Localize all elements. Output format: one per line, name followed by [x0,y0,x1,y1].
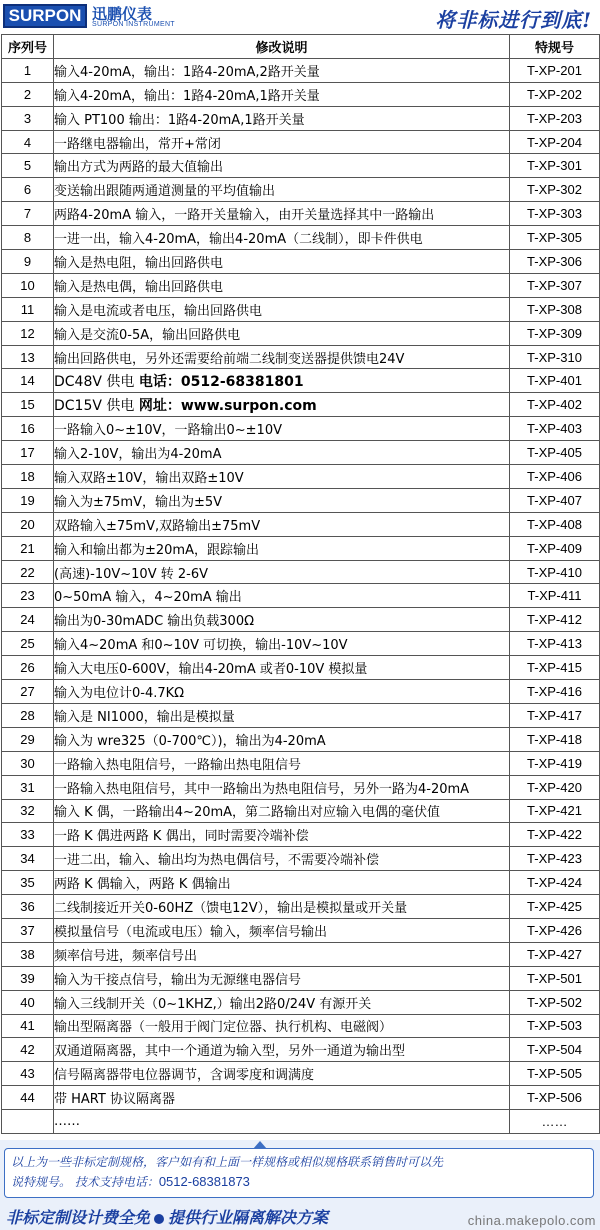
page-header [0,0,600,34]
row-description: 输入为 wre325（0-700℃）)，输出为4-20mA [54,727,510,751]
table-row [2,895,600,919]
row-description: 输出方式为两路的最大值输出 [54,154,510,178]
row-number: 20 [2,512,54,536]
row-description: 一路输入热电阻信号，一路输出热电阻信号 [54,751,510,775]
table-row [2,202,600,226]
row-model-code: T-XP-302 [510,178,600,202]
row-model-code: T-XP-505 [510,1062,600,1086]
support-phone: 0512-68381873 [158,1174,250,1189]
table-row [2,178,600,202]
row-number: 5 [2,154,54,178]
row-number: 38 [2,942,54,966]
row-description [54,369,510,393]
slogan: 将非标进行到底! [435,8,592,32]
row-description: 0~50mA 输入，4~20mA 输出 [54,584,510,608]
row-number: 21 [2,536,54,560]
note-bubble [4,1148,594,1198]
table-row [2,226,600,250]
row-description: 一进一出，输入4-20mA，输出4-20mA（二线制），即卡件供电 [54,226,510,250]
contact-info: 电话：0512-68381801 [138,373,304,390]
row-model-code: T-XP-413 [510,632,600,656]
row-model-code: T-XP-305 [510,226,600,250]
row-model-code: T-XP-422 [510,823,600,847]
table-row [2,250,600,274]
table-row [2,345,600,369]
row-description: 一路 K 偶进两路 K 偶出，同时需要冷端补偿 [54,823,510,847]
table-row [2,1062,600,1086]
note-line-2-text: 说特规号。 技术支持电话： [11,1175,159,1189]
table-row [2,871,600,895]
row-description: 输入是 NI1000，输出是模拟量 [54,703,510,727]
row-model-code: T-XP-425 [510,895,600,919]
footer [0,1140,600,1230]
row-description: 输入4-20mA，输出：1路4-20mA,1路开关量 [54,82,510,106]
row-description: 一进二出，输入、输出均为热电偶信号，不需要冷端补偿 [54,847,510,871]
table-row [2,608,600,632]
table-row [2,584,600,608]
table-row [2,369,600,393]
row-number: 37 [2,918,54,942]
row-description: 输出型隔离器（一般用于阀门定位器、执行机构、电磁阀） [54,1014,510,1038]
row-description-text: DC48V 供电 [54,373,135,390]
row-number: 14 [2,369,54,393]
row-description: 双通道隔离器，其中一个通道为输入型，另外一通道为输出型 [54,1038,510,1062]
row-number: 27 [2,680,54,704]
row-number: 30 [2,751,54,775]
table-row [2,106,600,130]
table-row [2,488,600,512]
row-description: 带 HART 协议隔离器 [54,1086,510,1110]
row-model-code: …… [510,1110,600,1134]
row-model-code: T-XP-410 [510,560,600,584]
row-description: 频率信号进，频率信号出 [54,942,510,966]
row-description: 输入和输出都为±20mA，跟踪输出 [54,536,510,560]
row-description: 输出回路供电，另外还需要给前端二线制变送器提供馈电24V [54,345,510,369]
row-number: 7 [2,202,54,226]
row-model-code: T-XP-415 [510,656,600,680]
row-description: (高速)-10V~10V 转 2-6V [54,560,510,584]
row-number: 43 [2,1062,54,1086]
row-description: 输入2-10V，输出为4-20mA [54,441,510,465]
row-model-code: T-XP-204 [510,130,600,154]
row-number: 22 [2,560,54,584]
row-model-code: T-XP-421 [510,799,600,823]
row-model-code: T-XP-502 [510,990,600,1014]
row-model-code: T-XP-416 [510,680,600,704]
row-description: 变送输出跟随两通道测量的平均值输出 [54,178,510,202]
table-row [2,82,600,106]
table-row [2,441,600,465]
table-row [2,918,600,942]
row-description: 输入是热电偶，输出回路供电 [54,273,510,297]
row-model-code: T-XP-406 [510,465,600,489]
row-description: …… [54,1110,510,1134]
table-row [2,823,600,847]
column-header-no: 序列号 [2,35,54,59]
row-description: 输入双路±10V，输出双路±10V [54,465,510,489]
row-model-code: T-XP-403 [510,417,600,441]
row-number: 11 [2,297,54,321]
watermark: china.makepolo.com [467,1213,596,1228]
row-model-code: T-XP-418 [510,727,600,751]
table-row [2,1038,600,1062]
row-number: 23 [2,584,54,608]
row-model-code: T-XP-310 [510,345,600,369]
row-description: 一路输入热电阻信号，其中一路输出为热电阻信号，另外一路为4-20mA [54,775,510,799]
row-model-code: T-XP-412 [510,608,600,632]
row-model-code: T-XP-423 [510,847,600,871]
row-description: 一路输入0~±10V，一路输出0~±10V [54,417,510,441]
promo-free-design: 非标定制设计费全免 [6,1208,151,1227]
row-model-code: T-XP-506 [510,1086,600,1110]
table-row [2,393,600,417]
note-line-2 [11,1173,250,1190]
row-number: 8 [2,226,54,250]
row-model-code: T-XP-308 [510,297,600,321]
row-description: 输入是电流或者电压，输出回路供电 [54,297,510,321]
row-number: 35 [2,871,54,895]
row-number: 31 [2,775,54,799]
row-number: 13 [2,345,54,369]
row-number: 28 [2,703,54,727]
row-model-code: T-XP-409 [510,536,600,560]
row-number: 2 [2,82,54,106]
table-row [2,1110,600,1134]
row-model-code: T-XP-202 [510,82,600,106]
row-description: 输入 PT100 输出：1路4-20mA,1路开关量 [54,106,510,130]
row-model-code: T-XP-201 [510,58,600,82]
column-header-model: 特规号 [510,35,600,59]
table-row [2,321,600,345]
row-number: 9 [2,250,54,274]
row-model-code: T-XP-306 [510,250,600,274]
row-description: 信号隔离器带电位器调节，含调零度和调满度 [54,1062,510,1086]
row-number: 16 [2,417,54,441]
table-row [2,680,600,704]
row-number: 26 [2,656,54,680]
row-model-code: T-XP-303 [510,202,600,226]
table-row [2,465,600,489]
row-description: 输入大电压0-600V，输出4-20mA 或者0-10V 模拟量 [54,656,510,680]
table-row [2,560,600,584]
row-number: 15 [2,393,54,417]
row-model-code: T-XP-504 [510,1038,600,1062]
row-model-code: T-XP-417 [510,703,600,727]
table-row [2,154,600,178]
promo-line [6,1205,328,1228]
table-row [2,656,600,680]
row-number: 3 [2,106,54,130]
bubble-tail [253,1141,267,1149]
note-line-1: 以上为一些非标定制规格，客户如有和上面一样规格或相似规格联系销售时可以先 [11,1155,444,1169]
table-row [2,273,600,297]
brand-name-en: SURPON INSTRUMENT [92,21,175,28]
row-number: 12 [2,321,54,345]
row-model-code: T-XP-309 [510,321,600,345]
row-description: 输入4-20mA，输出：1路4-20mA,2路开关量 [54,58,510,82]
row-model-code: T-XP-420 [510,775,600,799]
row-description: 输入为±75mV，输出为±5V [54,488,510,512]
column-header-desc: 修改说明 [54,35,510,59]
row-number: 44 [2,1086,54,1110]
row-number [2,1110,54,1134]
row-number: 40 [2,990,54,1014]
row-number: 10 [2,273,54,297]
row-model-code: T-XP-408 [510,512,600,536]
table-row [2,512,600,536]
row-model-code: T-XP-402 [510,393,600,417]
row-number: 6 [2,178,54,202]
row-model-code: T-XP-307 [510,273,600,297]
table-header-row [2,35,600,59]
table-row [2,966,600,990]
row-model-code: T-XP-424 [510,871,600,895]
row-model-code: T-XP-301 [510,154,600,178]
table-row [2,775,600,799]
surpon-logo: SURPON [3,4,87,28]
row-description: 一路继电器输出，常开+常闭 [54,130,510,154]
table-row [2,799,600,823]
row-number: 36 [2,895,54,919]
row-model-code: T-XP-419 [510,751,600,775]
row-description: 二线制接近开关0-60HZ（馈电12V），输出是模拟量或开关量 [54,895,510,919]
row-description: 两路 K 偶输入，两路 K 偶输出 [54,871,510,895]
row-model-code: T-XP-503 [510,1014,600,1038]
row-number: 4 [2,130,54,154]
row-model-code: T-XP-427 [510,942,600,966]
row-description: 输入三线制开关（0~1KHZ,）输出2路0/24V 有源开关 [54,990,510,1014]
table-row [2,632,600,656]
row-number: 18 [2,465,54,489]
row-description: 输入4~20mA 和0~10V 可切换，输出-10V~10V [54,632,510,656]
table-row [2,1086,600,1110]
row-description: 模拟量信号（电流或电压）输入，频率信号输出 [54,918,510,942]
bullet-icon [154,1214,164,1224]
row-model-code: T-XP-426 [510,918,600,942]
row-model-code: T-XP-411 [510,584,600,608]
row-number: 24 [2,608,54,632]
row-description: 两路4-20mA 输入，一路开关量输入，由开关量选择其中一路输出 [54,202,510,226]
spec-table [1,34,600,1134]
table-row [2,58,600,82]
row-model-code: T-XP-407 [510,488,600,512]
row-description: 输出为0-30mADC 输出负载300Ω [54,608,510,632]
row-description-text: DC15V 供电 [54,397,135,414]
row-number: 29 [2,727,54,751]
table-row [2,130,600,154]
table-row [2,536,600,560]
row-model-code: T-XP-501 [510,966,600,990]
row-number: 1 [2,58,54,82]
row-number: 19 [2,488,54,512]
row-description: 输入为电位计0-4.7KΩ [54,680,510,704]
table-row [2,417,600,441]
row-number: 39 [2,966,54,990]
table-row [2,942,600,966]
row-number: 33 [2,823,54,847]
row-description: 输入是交流0-5A，输出回路供电 [54,321,510,345]
row-model-code: T-XP-401 [510,369,600,393]
row-description: 双路输入±75mV,双路输出±75mV [54,512,510,536]
row-description: 输入是热电阻，输出回路供电 [54,250,510,274]
table-body [2,58,600,1133]
row-number: 42 [2,1038,54,1062]
table-row [2,990,600,1014]
row-description: 输入 K 偶，一路输出4~20mA，第二路输出对应输入电偶的毫伏值 [54,799,510,823]
table-row [2,847,600,871]
contact-info: 网址：www.surpon.com [138,397,317,414]
brand-name-cn: 迅鹏仪表 [92,5,153,23]
table-row [2,703,600,727]
promo-solutions: 提供行业隔离解决方案 [168,1208,329,1227]
row-model-code: T-XP-405 [510,441,600,465]
row-description [54,393,510,417]
row-number: 17 [2,441,54,465]
row-number: 25 [2,632,54,656]
row-model-code: T-XP-203 [510,106,600,130]
row-number: 32 [2,799,54,823]
row-number: 41 [2,1014,54,1038]
table-row [2,1014,600,1038]
table-row [2,297,600,321]
row-number: 34 [2,847,54,871]
row-description: 输入为干接点信号，输出为无源继电器信号 [54,966,510,990]
table-row [2,751,600,775]
table-row [2,727,600,751]
